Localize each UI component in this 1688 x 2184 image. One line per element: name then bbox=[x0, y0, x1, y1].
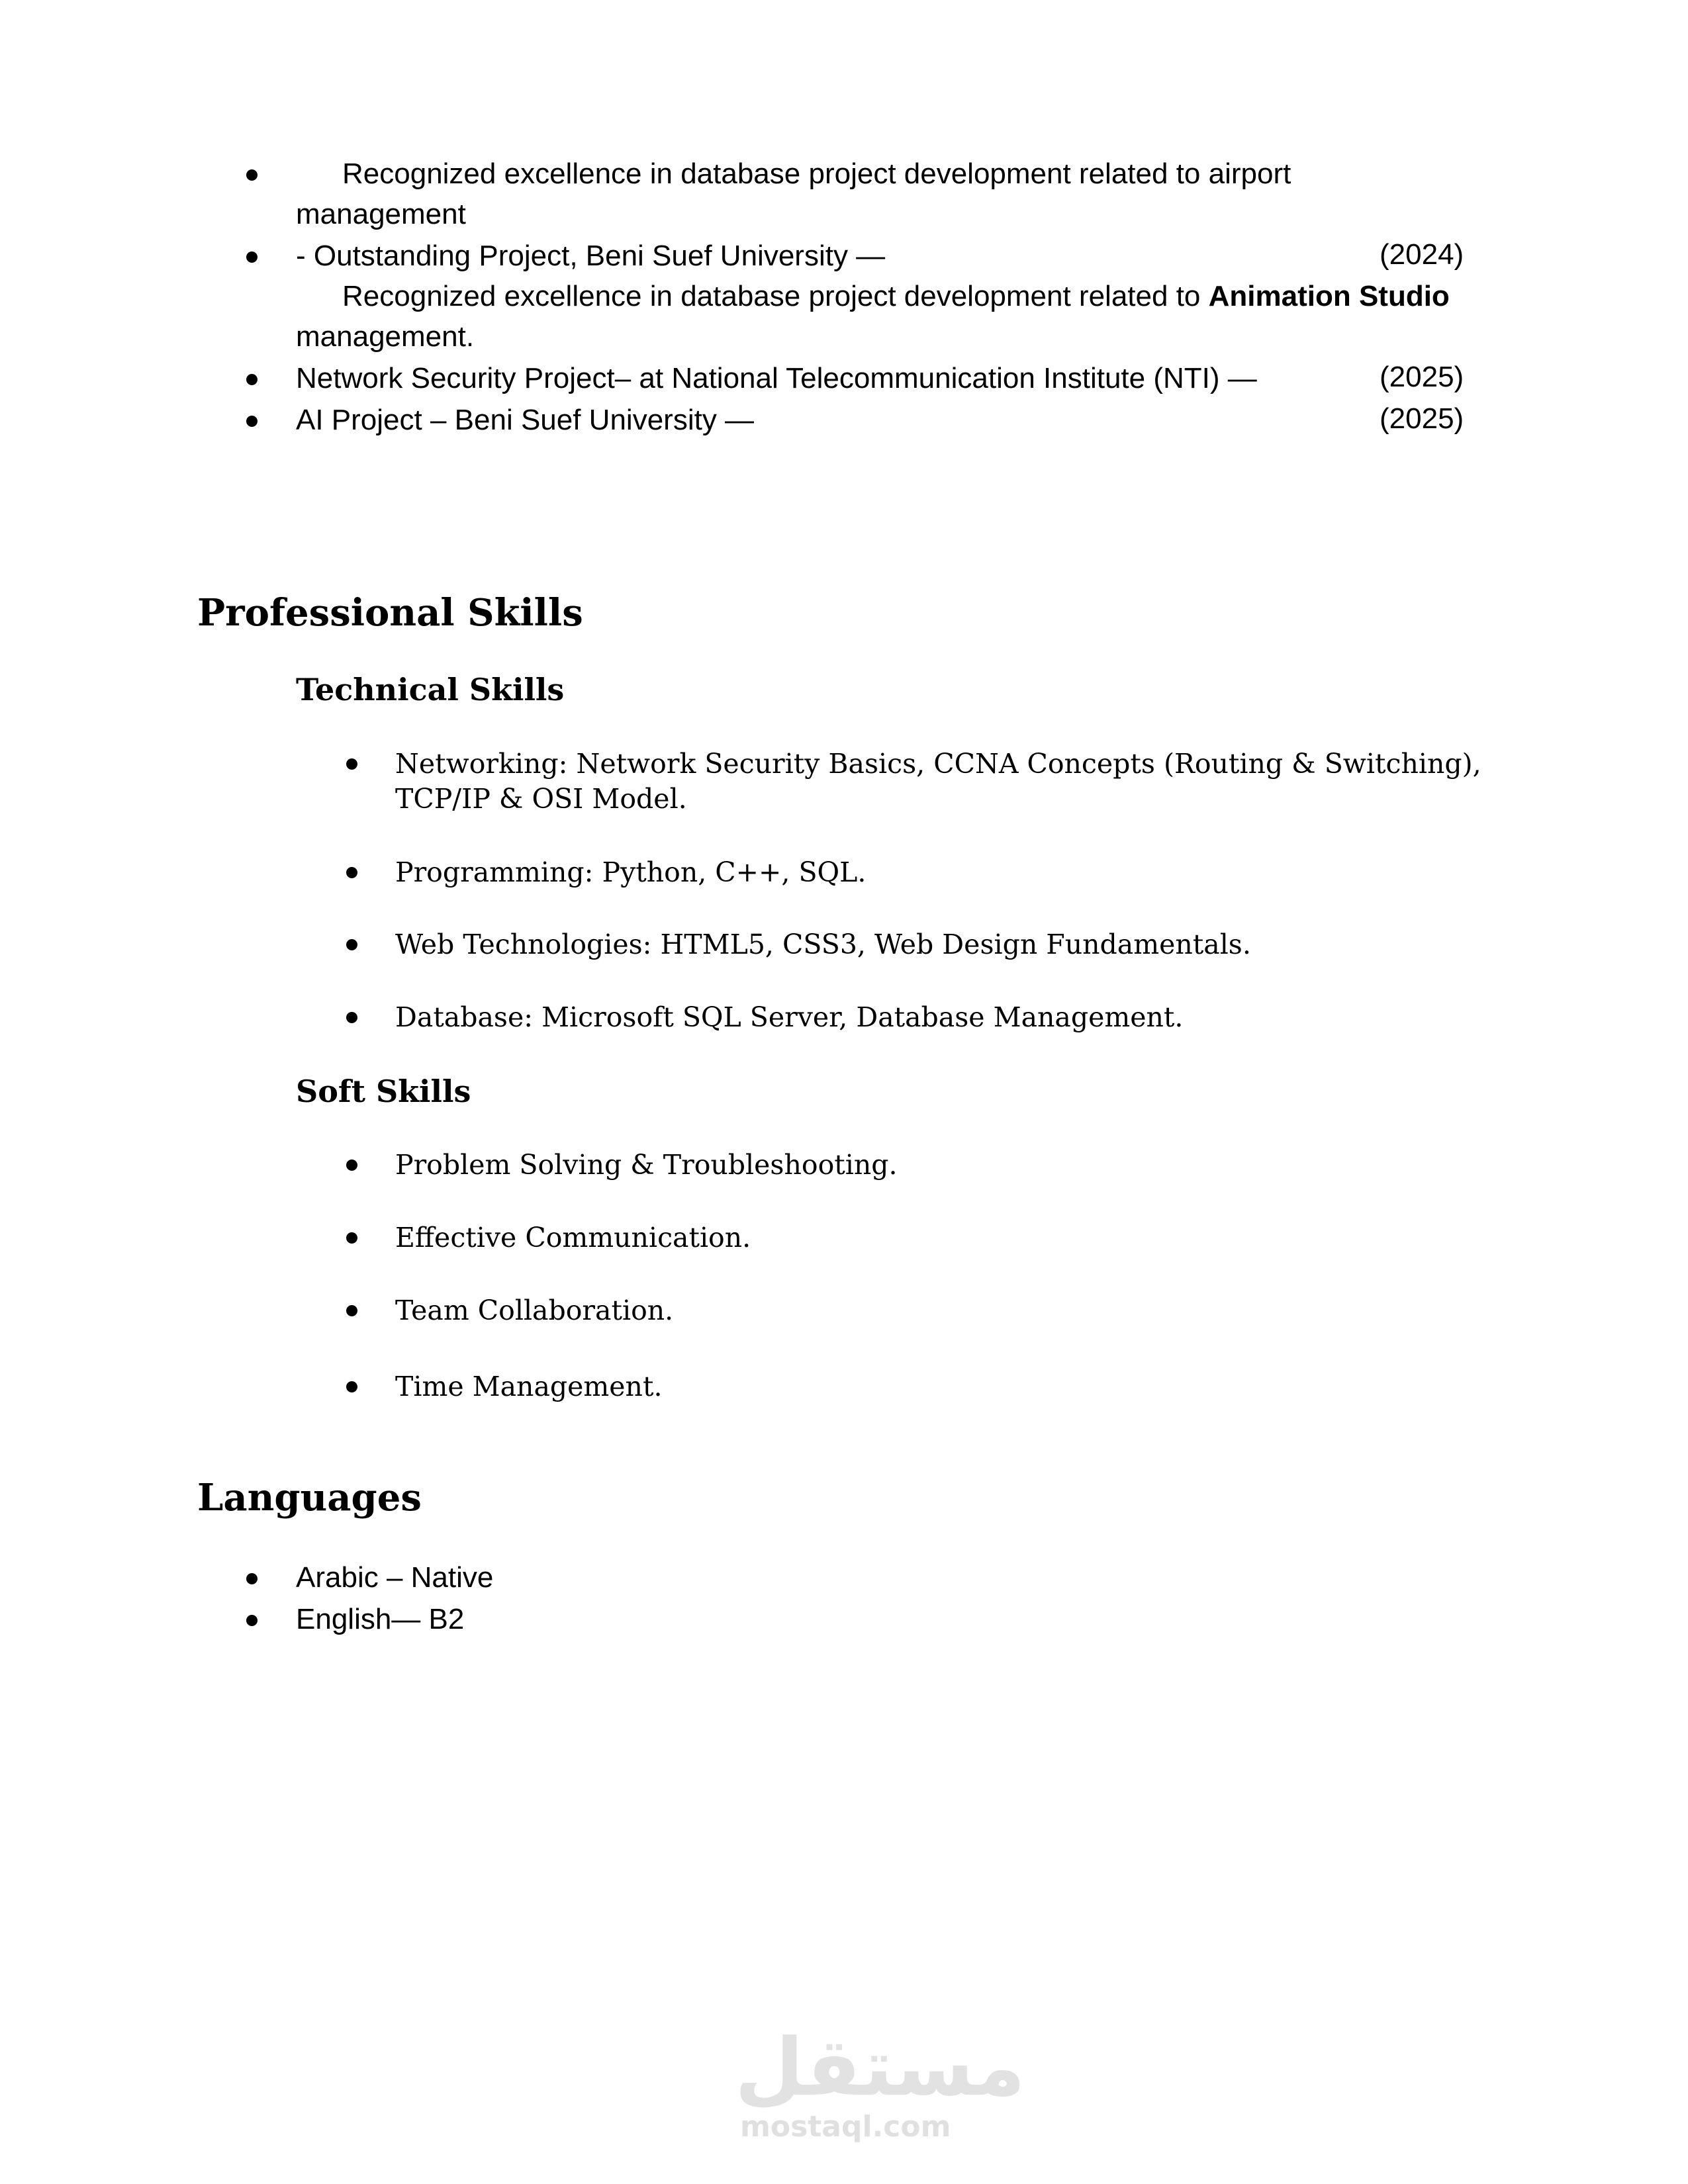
bullet bbox=[246, 374, 258, 385]
bullet bbox=[246, 251, 258, 263]
project-3-title: Network Security Project– at National Telecommunication Institute (NTI) — bbox=[296, 362, 1257, 394]
project-2-bold-subject: Animation Studio bbox=[1208, 280, 1450, 312]
bullet bbox=[346, 1305, 357, 1316]
project-1-line-1: Recognized excellence in database project development related to airport bbox=[342, 158, 1291, 190]
skill-networking-cont: TCP/IP & OSI Model. bbox=[395, 783, 687, 815]
project-2-description: Recognized excellence in database project development related to Animation Studio bbox=[342, 280, 1450, 312]
project-3-year: (2025) bbox=[1380, 361, 1464, 393]
project-2-year: (2024) bbox=[1380, 238, 1464, 271]
skill-web: Web Technologies: HTML5, CSS3, Web Design Fundamentals. bbox=[395, 929, 1251, 960]
bullet bbox=[346, 939, 357, 950]
bullet bbox=[246, 169, 258, 181]
skill-programming: Programming: Python, C++, SQL. bbox=[395, 856, 867, 888]
bullet bbox=[346, 1012, 357, 1023]
bullet bbox=[246, 1573, 258, 1584]
project-1-line-2: management bbox=[296, 198, 466, 230]
soft-skill-item: Effective Communication. bbox=[395, 1222, 751, 1253]
soft-skill-item: Problem Solving & Troubleshooting. bbox=[395, 1149, 898, 1181]
bullet bbox=[346, 1232, 357, 1244]
bullet bbox=[346, 867, 357, 878]
soft-skills-heading: Soft Skills bbox=[296, 1073, 471, 1109]
language-item: Arabic – Native bbox=[296, 1561, 494, 1594]
professional-skills-heading: Professional Skills bbox=[197, 591, 583, 635]
soft-skill-item: Time Management. bbox=[395, 1371, 663, 1402]
language-item: English— B2 bbox=[296, 1603, 465, 1635]
project-4-title: AI Project – Beni Suef University — bbox=[296, 404, 755, 436]
bullet bbox=[346, 758, 357, 770]
skill-networking: Networking: Network Security Basics, CCNA Concepts (Routing & Switching), bbox=[395, 748, 1481, 780]
languages-heading: Languages bbox=[197, 1476, 422, 1520]
project-2-title: - Outstanding Project, Beni Suef University — bbox=[296, 240, 886, 272]
bullet bbox=[246, 416, 258, 427]
technical-skills-heading: Technical Skills bbox=[296, 672, 565, 707]
soft-skill-item: Team Collaboration. bbox=[395, 1295, 674, 1326]
watermark-url: mostaql.com bbox=[740, 2110, 951, 2144]
watermark-logo: مستقل bbox=[735, 2022, 1025, 2114]
project-2-description-end: management. bbox=[296, 320, 475, 353]
project-4-year: (2025) bbox=[1380, 402, 1464, 435]
bullet bbox=[346, 1381, 357, 1392]
bullet bbox=[346, 1160, 357, 1171]
bullet bbox=[246, 1615, 258, 1626]
skill-database: Database: Microsoft SQL Server, Database Management. bbox=[395, 1001, 1184, 1033]
